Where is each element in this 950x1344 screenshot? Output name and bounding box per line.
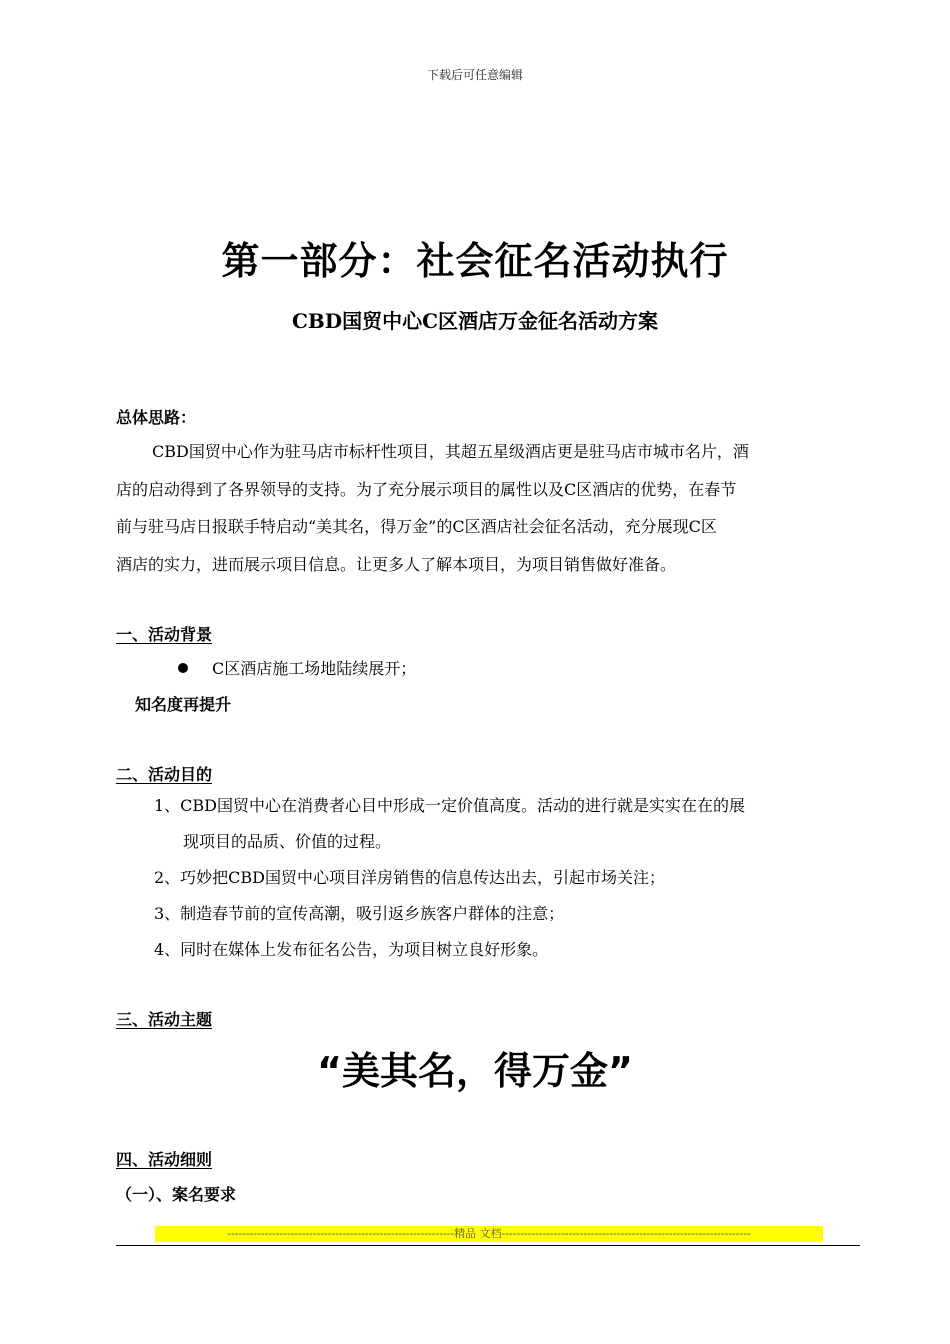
overview-section: [116, 405, 860, 428]
overview-paragraph: [116, 433, 860, 583]
section-rules: [116, 1147, 860, 1170]
rules-subsection: [116, 1182, 860, 1205]
section-purpose: [116, 762, 860, 785]
overview-line: 酒店的实力，进而展示项目信息。让更多人了解本项目，为项目销售做好准备。: [116, 554, 677, 574]
section-background-heading: 一、活动背景: [116, 625, 213, 644]
page-title: 第一部分：社会征名活动执行: [221, 239, 729, 283]
background-bullet-list: [178, 656, 858, 679]
rules-sub-heading: （一）、案名要求: [116, 1185, 237, 1204]
bullet-item: [178, 656, 858, 679]
footer-watermark: -------------------------------------------------------------精品 文档-------------------------------------------------------------------: [155, 1226, 823, 1242]
header-note: 下载后可任意编辑: [426, 68, 523, 82]
overview-line: CBD国贸中心作为驻马店市标杆性项目，其超五星级酒店更是驻马店市城市名片，酒: [152, 442, 749, 461]
section-rules-heading: 四、活动细则: [116, 1150, 213, 1169]
purpose-item-continued: 现项目的品质、价值的过程。: [183, 832, 392, 851]
bullet-icon: [178, 663, 188, 673]
page-subtitle: CBD国贸中心C区酒店万金征名活动方案: [291, 309, 659, 333]
bullet-text: C区酒店施工场地陆续展开；: [212, 659, 417, 678]
purpose-item: 4、同时在媒体上发布征名公告，为项目树立良好形象。: [154, 940, 549, 959]
purpose-item: 3、制造春节前的宣传高潮，吸引返乡族客户群体的注意；: [154, 904, 565, 923]
footer-divider: [116, 1245, 860, 1246]
purpose-item: 2、巧妙把CBD国贸中心项目洋房销售的信息传达出去，引起市场关注；: [154, 868, 666, 887]
background-note-text: 知名度再提升: [135, 695, 232, 714]
theme-slogan: “美其名，得万金”: [317, 1049, 633, 1093]
section-theme: [116, 1007, 860, 1030]
section-purpose-heading: 二、活动目的: [116, 765, 213, 784]
section-theme-heading: 三、活动主题: [116, 1010, 213, 1029]
overview-label: 总体思路：: [116, 408, 197, 427]
overview-line: 前与驻马店日报联手特启动“美其名，得万金”的C区酒店社会征名活动，充分展现C区: [116, 517, 717, 536]
purpose-item: 1、CBD国贸中心在消费者心目中形成一定价值高度。活动的进行就是实实在在的展: [154, 796, 746, 815]
section-background: [116, 622, 860, 645]
purpose-list: [154, 788, 860, 968]
background-note: [135, 692, 879, 715]
overview-line: 店的启动得到了各界领导的支持。为了充分展示项目的属性以及C区酒店的优势，在春节: [116, 479, 737, 499]
